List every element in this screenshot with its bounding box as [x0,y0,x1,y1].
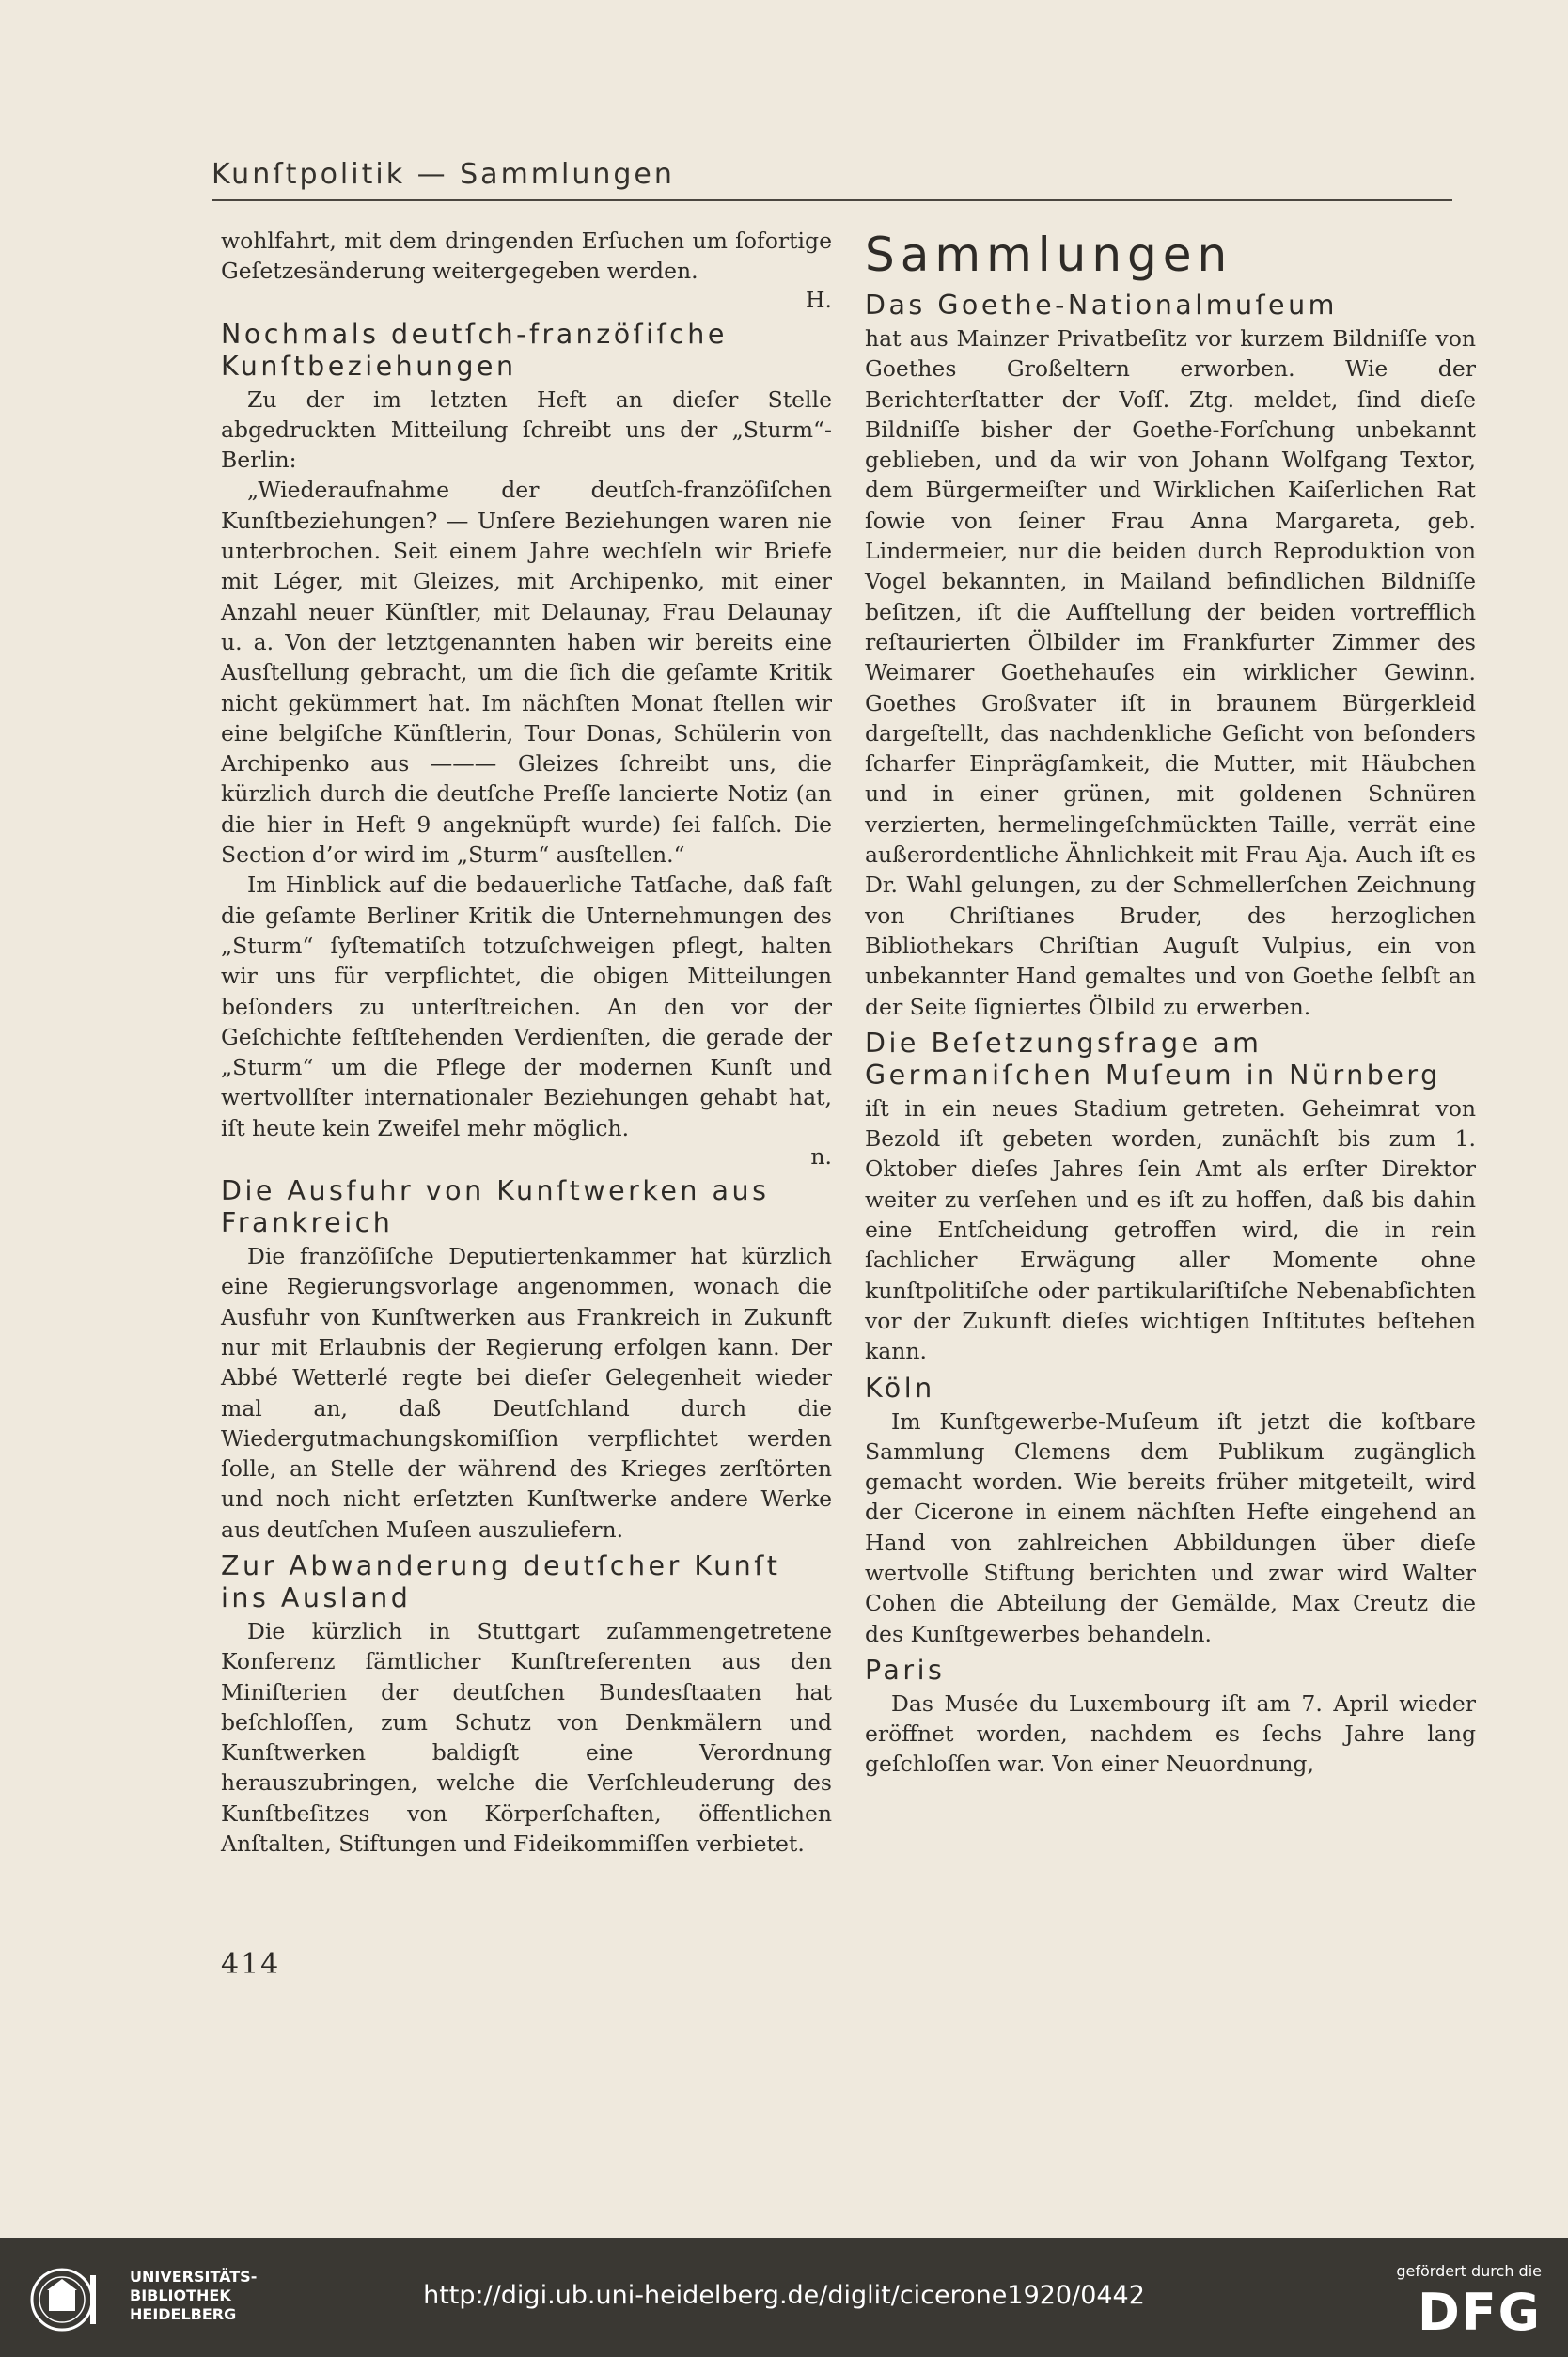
permalink[interactable]: http://digi.ub.uni-heidelberg.de/diglit/cicerone1920/0442 [423,2281,1145,2310]
section-heading: Die Beſetzungsfrage am Germaniſchen Muſeum in Nürnberg [865,1027,1441,1091]
signature: n. [810,1143,832,1171]
paragraph: iſt in ein neues Stadium getreten. Geheimrat von Bezold iſt gebeten worden, zunächſt bis zum 1. Oktober dieſes Jahres ſein Amt als erſter Direktor weiter zu verſehen und es iſt zu hoffen, daß bis dahin eine Entſcheidung getroffen wird, die in rein ſachlicher Erwägung aller Momente ohne kunſtpolitiſche oder partikulariſtiſche Nebenabſichten vor der Zukunft dieſes wichtigen Inſtitutes beſtehen kann. [865,1094,1476,1365]
institution-name: UNIVERSITÄTS- BIBLIOTHEK HEIDELBERG [130,2268,258,2323]
paragraph: Das Musée du Luxembourg iſt am 7. April wieder eröffnet worden, nachdem es ſechs Jahre lang geſchloſſen war. Von einer Neuordnung, [865,1689,1476,1778]
paragraph: Die kürzlich in Stuttgart zuſammengetretene Konferenz ſämtlicher Kunſtreferenten aus den Miniſterien der deutſchen Bundesſtaaten hat beſchloſſen, zum Schutz von Denkmälern und Kunſtwerken baldigſt eine Verordnung herauszubringen, welche die Verſchleuderung des Kunſtbeſitzes von Körperſchaften, öffentlichen Anſtalten, Stiftungen und Fideikommiſſen verbietet. [221,1617,832,1858]
section-heading: Köln [865,1372,935,1404]
signature: H. [806,286,832,313]
running-header: Kunſtpolitik — Sammlungen [212,158,675,191]
dfg-logo: DFG [1417,2283,1542,2342]
viewer-footer [0,2238,1568,2357]
funded-by-label: gefördert durch die [1396,2262,1542,2280]
intro-paragraph: wohlfahrt, mit dem dringenden Erſuchen um ſofortige Geſetzesänderung weitergegeben werden. [221,228,832,285]
paragraph: Im Kunſtgewerbe-Muſeum iſt jetzt die koſtbare Sammlung Clemens dem Publikum zugänglich gemacht worden. Wie bereits früher mitgeteilt, wird der Cicerone in einem nächſten Hefte eingehend an Hand von zahlreichen Abbildungen über dieſe wertvolle Stiftung berichten und zwar wird Walter Cohen die Abteilung der Gemälde, Max Creutz die des Kunſtgewerbes behandeln. [865,1407,1476,1647]
page-number: 414 [221,1948,281,1981]
paragraph: Im Hinblick auf die bedauerliche Tatſache, daß faſt die geſamte Berliner Kritik die Unternehmungen des „Sturm“ ſyſtematiſch totzuſchweigen pflegt, halten wir uns für verpflichtet, die obigen Mitteilungen beſonders zu unterſtreichen. An den vor der Geſchichte feſtſtehenden Verdienſten, die gerade der „Sturm“ um die Pflege der modernen Kunſt und wertvollſter internationaler Beziehungen gehabt hat, iſt heute kein Zweifel mehr möglich. [221,872,832,1141]
section-title: Sammlungen [865,228,1233,282]
section-heading: Das Goethe-Nationalmuſeum [865,290,1338,321]
header-rule [212,199,1452,201]
section-heading: Paris [865,1654,946,1686]
section-heading: Nochmals deutſch-franzöſiſche Kunſtbeziehungen [221,318,728,382]
paragraph: „Wiederaufnahme der deutſch-franzöſiſchen Kunſtbeziehungen? — Unſere Beziehungen waren nie unterbrochen. Seit einem Jahre wechſeln wir Briefe mit Léger, mit Gleizes, mit Archipenko, mit einer Anzahl neuer Künſtler, mit Delaunay, Frau Delaunay u. a. Von der letztgenannten haben wir bereits eine Ausſtellung gebracht, um die ſich die geſamte Kritik nicht gekümmert hat. Im nächſten Monat ſtellen wir eine belgiſche Künſtlerin, Tour Donas, Schülerin von Archipenko aus ——— Gleizes ſchreibt uns, die kürzlich durch die deutſche Preſſe lancierte Notiz (an die hier in Heft 9 angeknüpft wurde) ſei falſch. Die Section d’or wird im „Sturm“ ausſtellen.“ [221,477,832,869]
paragraph: hat aus Mainzer Privatbeſitz vor kurzem Bildniſſe von Goethes Großeltern erworben. Wie der Berichterſtatter der Voſſ. Ztg. meldet, ſind dieſe Bildniſſe bisher der Goethe-Forſchung unbekannt geblieben, und da wir von Johann Wolfgang Textor, dem Bürgermeiſter und Wirklichen Kaiſerlichen Rat ſowie von ſeiner Frau Anna Margareta, geb. Lindermeier, nur die beiden durch Reproduktion von Vogel bekannten, in Mailand befindlichen Bildniſſe beſitzen, iſt die Aufſtellung der beiden vortrefflich reſtaurierten Ölbilder im Frankfurter Zimmer des Weimarer Goethehauſes ein wirklicher Gewinn. Goethes Großvater iſt in braunem Bürgerkleid dargeſtellt, das nachdenkliche Geſicht von beſonders ſcharfer Einprägſamkeit, die Mutter, mit Häubchen und in einer grünen, mit goldenen Schnüren verzierten, hermelingeſchmückten Taille, verrät eine außerordentliche Ähnlichkeit mit Frau Aja. Auch iſt es Dr. Wahl gelungen, zu der Schmellerſchen Zeichnung von Chriſtianes Bruder, des herzoglichen Bibliothekars Chriſtian Auguſt Vulpius, ein von unbekannter Hand gemaltes und von Goethe ſelbſt an der Seite ſigniertes Ölbild zu erwerben. [865,325,1476,1020]
right-column [865,226,1476,1780]
section-heading: Zur Abwanderung deutſcher Kunſt ins Ausland [221,1549,781,1613]
paragraph: Zu der im letzten Heft an dieſer Stelle abgedruckten Mitteilung ſchreibt uns der „Sturm“-Berlin: [221,385,832,474]
section-heading: Die Ausfuhr von Kunſtwerken aus Frankreich [221,1175,770,1239]
left-column [221,226,832,1859]
paragraph: Die franzöſiſche Deputiertenkammer hat kürzlich eine Regierungsvorlage angenommen, wonach die Ausfuhr von Kunſtwerken aus Frankreich in Zukunft nur mit Erlaubnis der Regierung erfolgen kann. Der Abbé Wetterlé regte bei dieſer Gelegenheit wieder mal an, daß Deutſchland durch die Wiedergutmachungskomiſſion verpflichtet werden ſolle, an Stelle der während des Krieges zerſtörten und noch nicht erſetzten Kunſtwerke andere Werke aus deutſchen Muſeen auszuliefern. [221,1243,832,1543]
